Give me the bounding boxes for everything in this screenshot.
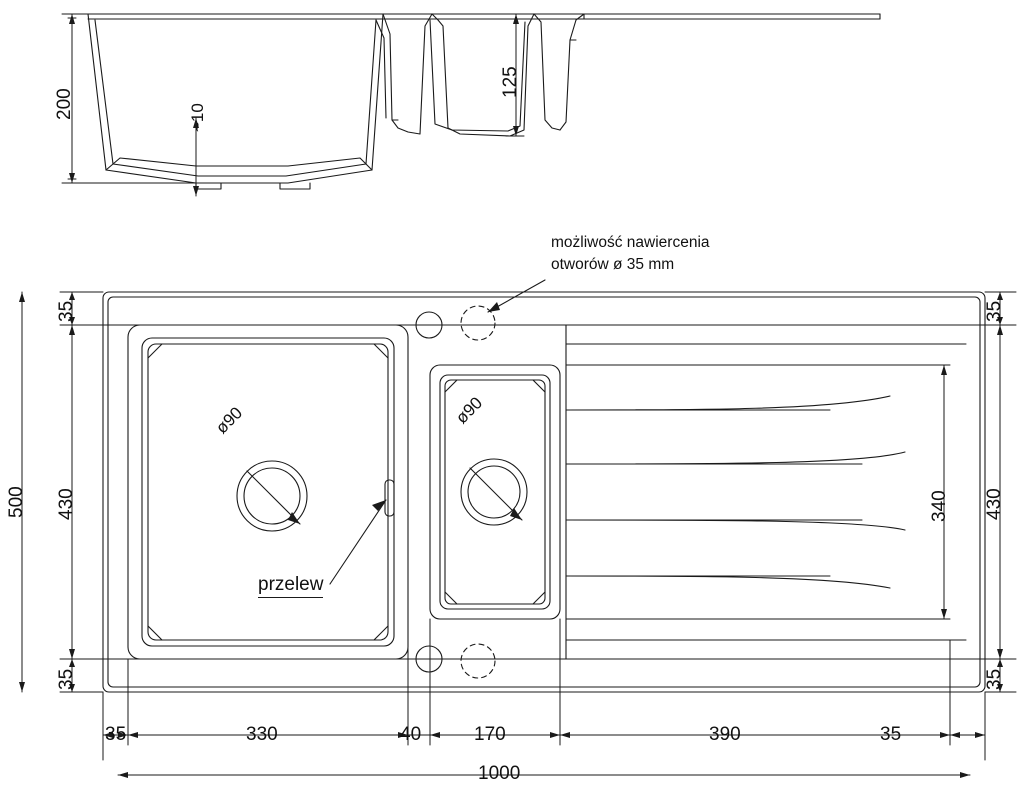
note-drilling-line2: otworów ø 35 mm [551,256,675,273]
dim-label-top-left-35: 35 [56,300,77,322]
drain-label-right: ø90 [452,393,487,428]
dim-label-right-430: 430 [984,488,1005,520]
dim-label-width-170: 170 [474,724,506,745]
dim-label-width-330: 330 [246,724,278,745]
plan-view [103,280,985,692]
dim-label-bottom-right-35: 35 [984,668,1005,690]
dim-label-small-bowl-340: 340 [929,490,950,522]
dim-label-bottom-left-35: 35 [56,668,77,690]
dim-label-width-390: 390 [709,724,741,745]
dim-label-left-430: 430 [56,488,77,520]
dim-label-width-35-right: 35 [880,724,902,745]
dim-label-total-depth-500: 500 [6,486,27,518]
dim-label-125: 125 [500,66,521,98]
overflow-label: przelew [258,574,323,598]
dim-label-thickness: ~10 [188,103,207,132]
section-view [88,14,880,189]
dim-label-total-width-1000: 1000 [478,763,521,784]
dim-label-width-40: 40 [400,724,422,745]
note-drilling-line1: możliwość nawiercenia [551,234,710,251]
drain-label-left: ø90 [212,403,247,438]
dim-label-width-35-left: 35 [105,724,127,745]
dim-label-top-right-35: 35 [984,300,1005,322]
dim-label-200: 200 [54,88,75,120]
dim-depth-200 [62,14,196,183]
